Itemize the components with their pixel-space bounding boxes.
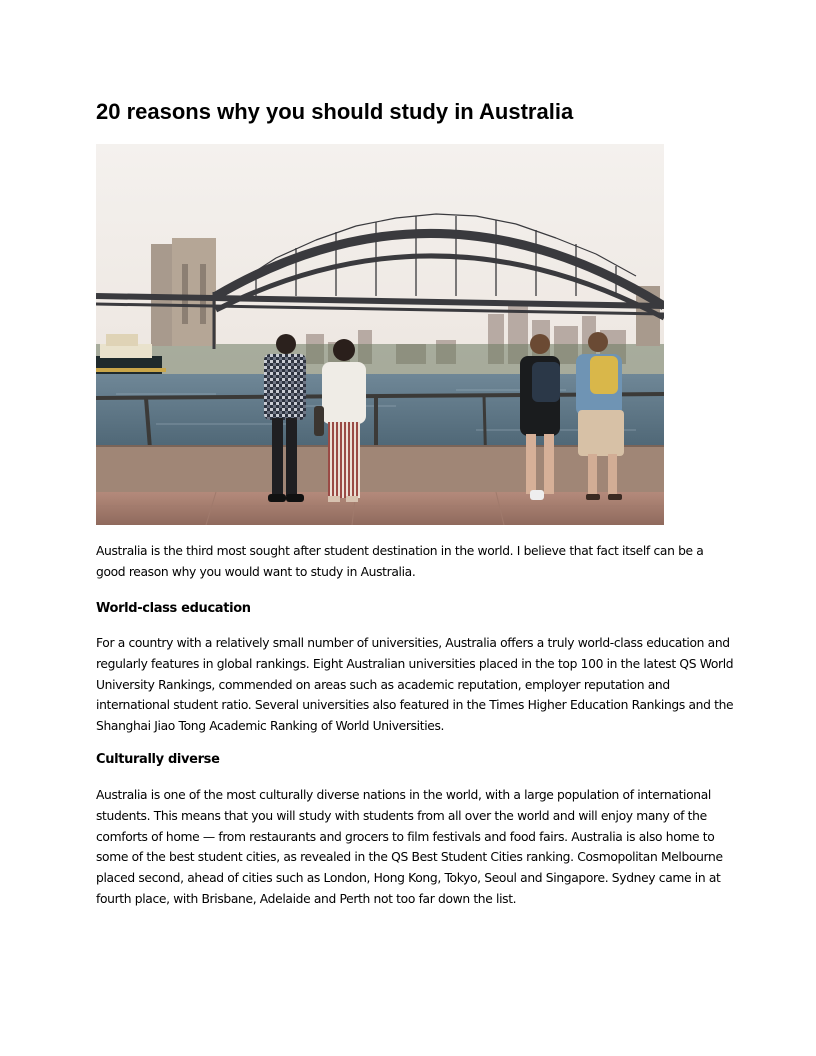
hero-image: [96, 144, 664, 525]
section-heading: Culturally diverse: [96, 752, 220, 767]
section-body: Australia is one of the most culturally diverse nations in the world, with a large population of international students. This means that you will study with students from all over the world and will enjoy many of the comforts of home — from restaurants and grocers to film festivals and food fairs. Australia is also home to some of the best student cities, as revealed in the QS Best Student Cities ranking. Cosmopolitan Melbourne placed second, ahead of cities such as London, Hong Kong, Tokyo, Seoul and Singapore. Sydney came in at fourth place, with Brisbane, Adelaide and Perth not too far down the list.: [96, 788, 723, 906]
paving: [96, 492, 664, 525]
section-heading: World-class education: [96, 601, 251, 616]
page-title: 20 reasons why you should study in Australia: [96, 99, 574, 124]
intro-paragraph: Australia is the third most sought after student destination in the world. I believe that fact itself can be a good reason why you would want to study in Australia.: [96, 544, 704, 579]
section-body: For a country with a relatively small number of universities, Australia offers a truly world-class education and regularly features in global rankings. Eight Australian universities placed in the top 100 in the latest QS World University Rankings, commended on areas such as academic reputation, employer reputation and international student ratio. Several universities also featured in the Times Higher Education Rankings and the Shanghai Jiao Tong Academic Ranking of World Universities.: [96, 636, 734, 734]
